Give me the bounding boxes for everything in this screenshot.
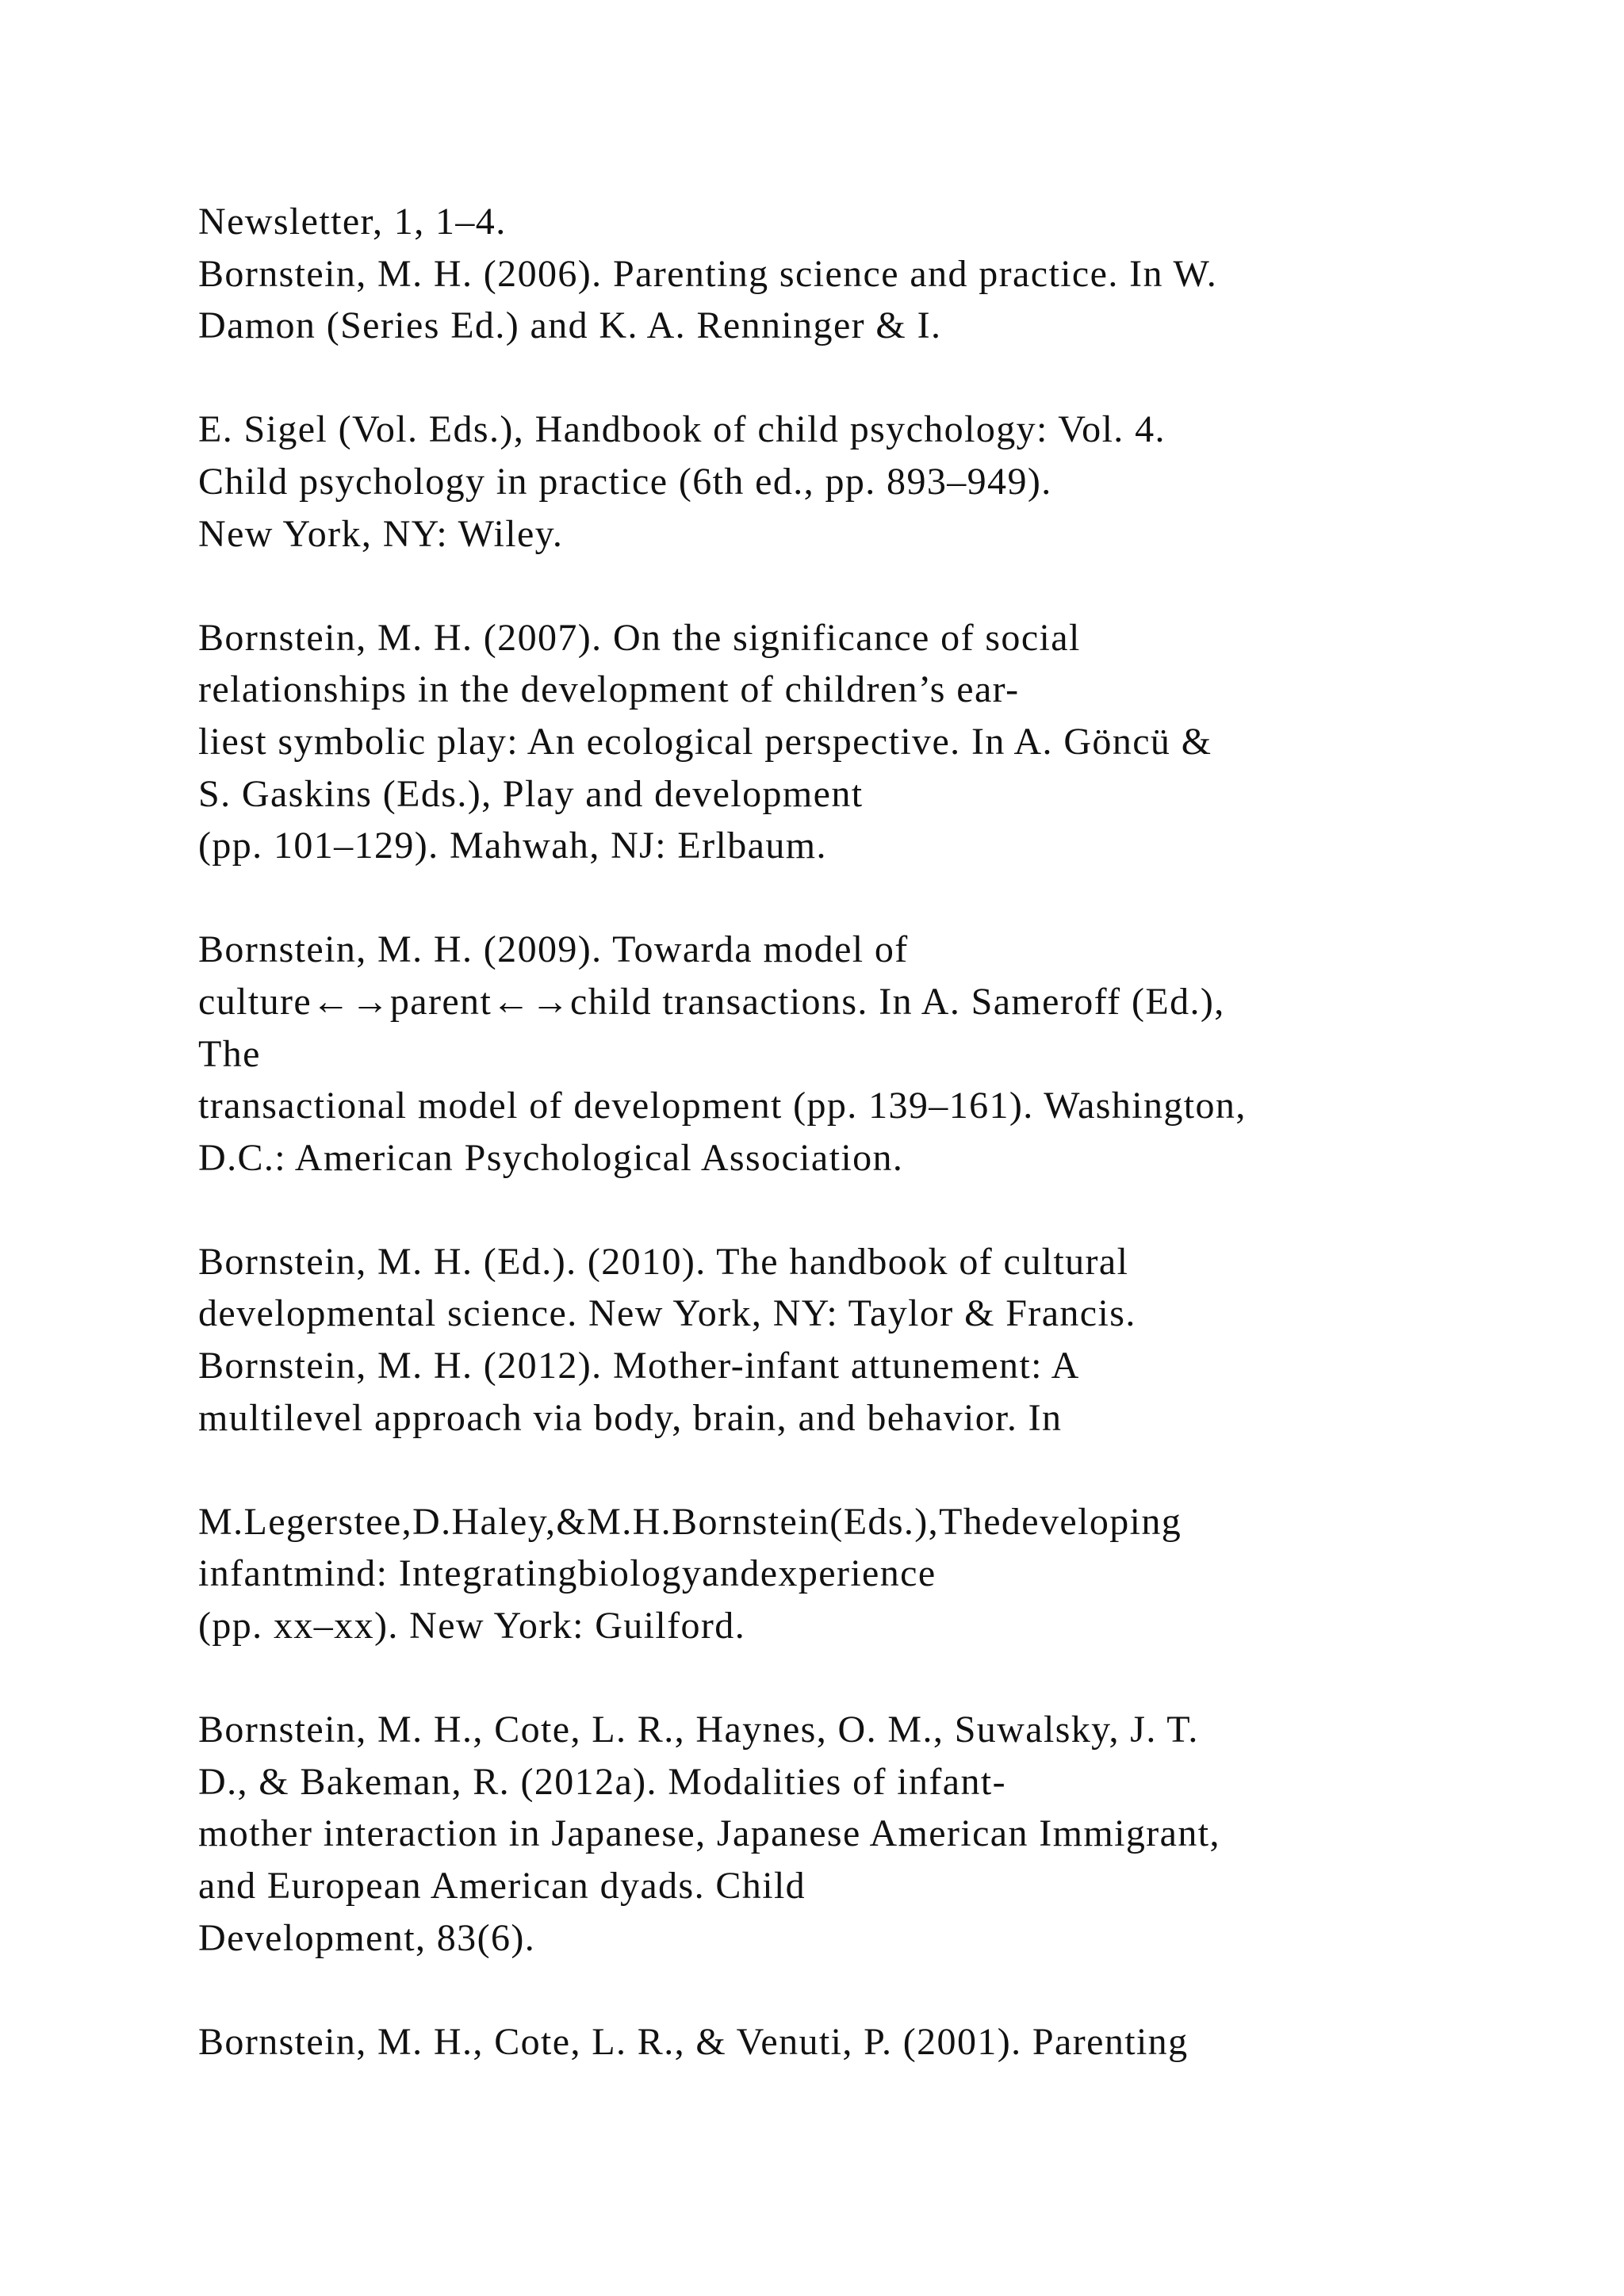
text-line: infantmind: Integratingbiologyandexperience — [198, 1552, 936, 1595]
paragraph-gap — [198, 1444, 1507, 1496]
text-line: Bornstein, M. H. (2007). On the significance of social — [198, 616, 1081, 659]
text-line: Development, 83(6). — [198, 1916, 536, 1959]
text-line: relationships in the development of children’s ear- — [198, 668, 1020, 711]
text-line: mother interaction in Japanese, Japanese American Immigrant, — [198, 1812, 1220, 1855]
text-line: and European American dyads. Child — [198, 1865, 806, 1907]
text-line: (pp. 101–129). Mahwah, NJ: Erlbaum. — [198, 825, 827, 867]
text-line: Damon (Series Ed.) and K. A. Renninger & I. — [198, 304, 942, 347]
text-line: D.C.: American Psychological Association. — [198, 1136, 904, 1179]
text-line: New York, NY: Wiley. — [198, 512, 564, 555]
text-line: The — [198, 1032, 261, 1075]
text-line: M.Legerstee,D.Haley,&M.H.Bornstein(Eds.),Thedeveloping — [198, 1500, 1182, 1543]
text-line: culture←→parent←→child transactions. In A. Sameroff (Ed.), — [198, 980, 1225, 1023]
text-line: D., & Bakeman, R. (2012a). Modalities of infant- — [198, 1760, 1006, 1803]
text-line: multilevel approach via body, brain, and behavior. In — [198, 1396, 1063, 1439]
text-line: E. Sigel (Vol. Eds.), Handbook of child psychology: Vol. 4. — [198, 408, 1166, 451]
text-line: Bornstein, M. H. (2009). Towarda model of — [198, 928, 909, 971]
text-line: developmental science. New York, NY: Taylor & Francis. — [198, 1292, 1136, 1335]
text-line: (pp. xx–xx). New York: Guilford. — [198, 1605, 746, 1647]
paragraph-gap — [198, 1184, 1507, 1236]
paragraph-gap — [198, 872, 1507, 924]
reference-list — [198, 196, 1507, 2068]
text-line: liest symbolic play: An ecological perspective. In A. Göncü & — [198, 720, 1212, 763]
paragraph-gap — [198, 352, 1507, 404]
text-line: Bornstein, M. H., Cote, L. R., & Venuti, P. (2001). Parenting — [198, 2020, 1189, 2063]
text-line: Child psychology in practice (6th ed., pp. 893–949). — [198, 460, 1052, 503]
text-line: S. Gaskins (Eds.), Play and development — [198, 772, 864, 815]
text-line: Bornstein, M. H. (2006). Parenting science and practice. In W. — [198, 252, 1218, 295]
paragraph-gap — [198, 560, 1507, 612]
text-line: Bornstein, M. H. (2012). Mother-infant attunement: A — [198, 1345, 1080, 1387]
text-line: Newsletter, 1, 1–4. — [198, 201, 507, 243]
text-line: transactional model of development (pp. 139–161). Washington, — [198, 1085, 1247, 1127]
text-line: Bornstein, M. H., Cote, L. R., Haynes, O. M., Suwalsky, J. T. — [198, 1709, 1199, 1751]
paragraph-gap — [198, 1964, 1507, 2016]
paragraph-gap — [198, 1652, 1507, 1705]
text-line: Bornstein, M. H. (Ed.). (2010). The handbook of cultural — [198, 1240, 1129, 1283]
